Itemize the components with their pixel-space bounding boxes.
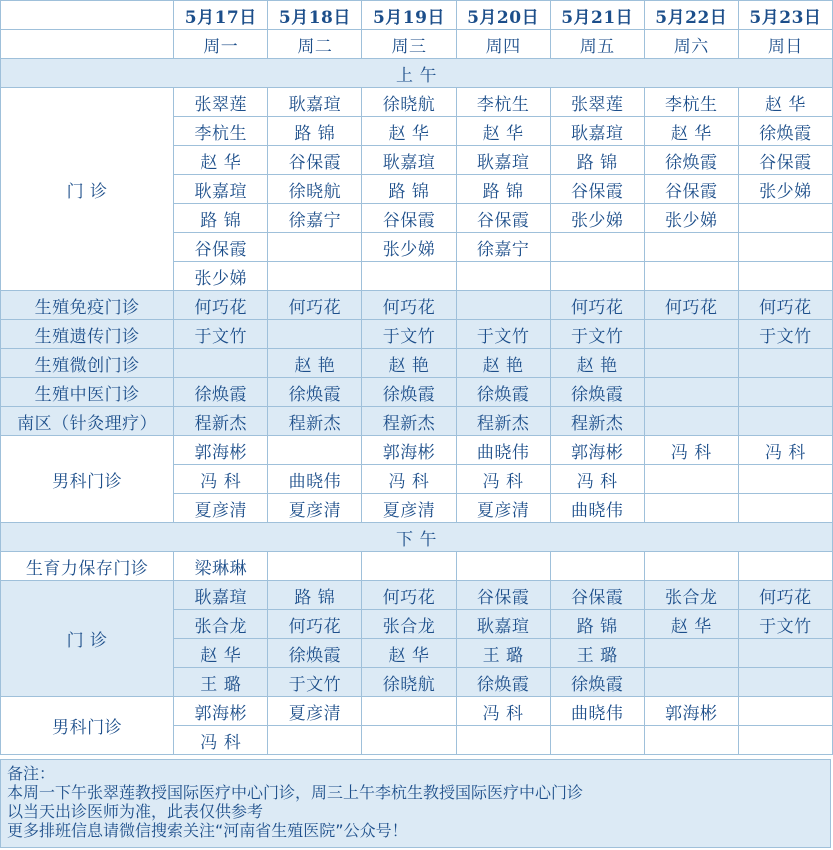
doctor-cell: 路 锦 xyxy=(174,204,268,233)
date-cell: 5月17日 xyxy=(174,1,268,30)
doctor-cell: 路 锦 xyxy=(362,175,456,204)
doctor-cell: 程新杰 xyxy=(550,407,644,436)
doctor-cell: 徐嘉宁 xyxy=(456,233,550,262)
pm-male-clinic-row xyxy=(1,697,833,726)
doctor-cell: 张翠莲 xyxy=(174,88,268,117)
doctor-cell xyxy=(550,552,644,581)
date-row xyxy=(1,1,833,30)
afternoon-title-cell: 下 午 xyxy=(1,523,833,552)
doctor-cell: 于文竹 xyxy=(268,668,362,697)
doctor-cell: 何巧花 xyxy=(644,291,738,320)
doctor-cell xyxy=(268,262,362,291)
fertility-clinic-label: 生育力保存门诊 xyxy=(1,552,174,581)
doctor-cell: 李杭生 xyxy=(644,88,738,117)
doctor-cell: 王 璐 xyxy=(456,639,550,668)
doctor-cell: 赵 华 xyxy=(738,88,832,117)
doctor-cell: 于文竹 xyxy=(456,320,550,349)
doctor-cell: 赵 艳 xyxy=(268,349,362,378)
weekday-cell: 周四 xyxy=(456,30,550,59)
header-corner xyxy=(1,30,174,59)
header-corner xyxy=(1,1,174,30)
doctor-cell: 耿嘉瑄 xyxy=(550,117,644,146)
pm-clinic-label: 门 诊 xyxy=(1,581,174,697)
doctor-cell xyxy=(738,262,832,291)
doctor-cell xyxy=(644,349,738,378)
doctor-cell: 赵 艳 xyxy=(362,349,456,378)
doctor-cell xyxy=(456,262,550,291)
immune-clinic-label: 生殖免疫门诊 xyxy=(1,291,174,320)
doctor-cell: 于文竹 xyxy=(550,320,644,349)
doctor-cell xyxy=(644,320,738,349)
notes-heading: 备注： xyxy=(7,764,56,783)
doctor-cell: 冯 科 xyxy=(362,465,456,494)
doctor-cell: 张合龙 xyxy=(174,610,268,639)
doctor-cell: 何巧花 xyxy=(738,581,832,610)
doctor-cell: 张合龙 xyxy=(362,610,456,639)
doctor-cell xyxy=(738,349,832,378)
doctor-cell: 曲晓伟 xyxy=(550,494,644,523)
morning-title xyxy=(1,59,833,88)
weekday-cell: 周六 xyxy=(644,30,738,59)
doctor-cell: 冯 科 xyxy=(174,465,268,494)
doctor-cell: 冯 科 xyxy=(174,726,268,755)
doctor-cell xyxy=(644,552,738,581)
doctor-cell xyxy=(644,668,738,697)
doctor-cell xyxy=(738,726,832,755)
doctor-cell xyxy=(738,465,832,494)
doctor-cell: 谷保霞 xyxy=(456,581,550,610)
pm-male-clinic-label: 男科门诊 xyxy=(1,697,174,755)
doctor-cell: 谷保霞 xyxy=(738,146,832,175)
doctor-cell: 程新杰 xyxy=(456,407,550,436)
notes-line-2: 以当天出诊医师为准，此表仅供参考 xyxy=(7,802,264,821)
weekday-cell: 周日 xyxy=(738,30,832,59)
doctor-cell: 耿嘉瑄 xyxy=(456,610,550,639)
doctor-cell: 耿嘉瑄 xyxy=(362,146,456,175)
doctor-cell xyxy=(362,726,456,755)
doctor-cell xyxy=(644,233,738,262)
afternoon-title xyxy=(1,523,833,552)
doctor-cell xyxy=(738,378,832,407)
doctor-cell: 曲晓伟 xyxy=(456,436,550,465)
doctor-cell xyxy=(550,262,644,291)
doctor-cell: 徐焕霞 xyxy=(268,378,362,407)
doctor-cell: 程新杰 xyxy=(174,407,268,436)
doctor-cell: 徐焕霞 xyxy=(174,378,268,407)
minimal-clinic-row xyxy=(1,349,833,378)
doctor-cell: 徐晓航 xyxy=(362,88,456,117)
doctor-cell: 徐嘉宁 xyxy=(268,204,362,233)
doctor-cell: 赵 华 xyxy=(174,639,268,668)
doctor-cell: 谷保霞 xyxy=(644,175,738,204)
immune-clinic-row xyxy=(1,291,833,320)
doctor-cell: 路 锦 xyxy=(268,581,362,610)
doctor-cell: 赵 华 xyxy=(644,117,738,146)
doctor-cell xyxy=(644,407,738,436)
doctor-cell: 郭海彬 xyxy=(174,436,268,465)
doctor-cell: 赵 华 xyxy=(456,117,550,146)
doctor-cell: 郭海彬 xyxy=(174,697,268,726)
date-cell: 5月19日 xyxy=(362,1,456,30)
doctor-cell: 张翠莲 xyxy=(550,88,644,117)
doctor-cell xyxy=(174,349,268,378)
doctor-cell: 路 锦 xyxy=(550,610,644,639)
doctor-cell: 赵 华 xyxy=(362,639,456,668)
doctor-cell: 何巧花 xyxy=(268,291,362,320)
doctor-cell xyxy=(738,697,832,726)
tcm-clinic-label: 生殖中医门诊 xyxy=(1,378,174,407)
doctor-cell: 郭海彬 xyxy=(644,697,738,726)
doctor-cell xyxy=(738,668,832,697)
doctor-cell: 何巧花 xyxy=(174,291,268,320)
doctor-cell: 徐焕霞 xyxy=(550,668,644,697)
am-male-clinic-label: 男科门诊 xyxy=(1,436,174,523)
doctor-cell xyxy=(456,726,550,755)
date-cell: 5月23日 xyxy=(738,1,832,30)
weekday-cell: 周二 xyxy=(268,30,362,59)
doctor-cell xyxy=(738,233,832,262)
notes-line-3: 更多排班信息请微信搜索关注“河南省生殖医院”公众号！ xyxy=(7,821,408,840)
south-clinic-label: 南区（针灸理疗） xyxy=(1,407,174,436)
weekday-row xyxy=(1,30,833,59)
doctor-cell: 于文竹 xyxy=(174,320,268,349)
date-cell: 5月21日 xyxy=(550,1,644,30)
doctor-cell: 张少娣 xyxy=(644,204,738,233)
doctor-cell: 张少娣 xyxy=(362,233,456,262)
doctor-cell: 夏彦清 xyxy=(174,494,268,523)
doctor-cell: 于文竹 xyxy=(738,320,832,349)
doctor-cell xyxy=(738,639,832,668)
doctor-cell: 何巧花 xyxy=(362,291,456,320)
doctor-cell: 张少娣 xyxy=(738,175,832,204)
doctor-cell: 徐晓航 xyxy=(268,175,362,204)
weekday-cell: 周五 xyxy=(550,30,644,59)
date-cell: 5月20日 xyxy=(456,1,550,30)
doctor-cell xyxy=(268,320,362,349)
doctor-cell: 耿嘉瑄 xyxy=(174,175,268,204)
doctor-cell: 冯 科 xyxy=(644,436,738,465)
doctor-cell: 于文竹 xyxy=(362,320,456,349)
doctor-cell: 冯 科 xyxy=(456,465,550,494)
notes-line-1: 本周一下午张翠莲教授国际医疗中心门诊，周三上午李杭生教授国际医疗中心门诊 xyxy=(7,783,584,802)
doctor-cell: 路 锦 xyxy=(550,146,644,175)
doctor-cell: 徐焕霞 xyxy=(456,668,550,697)
genetic-clinic-row xyxy=(1,320,833,349)
doctor-cell: 曲晓伟 xyxy=(550,697,644,726)
doctor-cell: 谷保霞 xyxy=(174,233,268,262)
doctor-cell: 夏彦清 xyxy=(362,494,456,523)
doctor-cell: 王 璐 xyxy=(550,639,644,668)
doctor-cell: 徐焕霞 xyxy=(456,378,550,407)
doctor-cell: 徐焕霞 xyxy=(738,117,832,146)
doctor-cell: 徐焕霞 xyxy=(644,146,738,175)
doctor-cell: 王 璐 xyxy=(174,668,268,697)
doctor-cell xyxy=(268,233,362,262)
doctor-cell: 徐焕霞 xyxy=(362,378,456,407)
doctor-cell xyxy=(644,378,738,407)
doctor-cell: 程新杰 xyxy=(362,407,456,436)
doctor-cell xyxy=(362,697,456,726)
doctor-cell: 于文竹 xyxy=(738,610,832,639)
doctor-cell: 何巧花 xyxy=(550,291,644,320)
doctor-cell: 郭海彬 xyxy=(362,436,456,465)
minimal-clinic-label: 生殖微创门诊 xyxy=(1,349,174,378)
doctor-cell: 谷保霞 xyxy=(550,175,644,204)
weekday-cell: 周三 xyxy=(362,30,456,59)
doctor-cell: 徐焕霞 xyxy=(268,639,362,668)
doctor-cell: 李杭生 xyxy=(456,88,550,117)
doctor-cell xyxy=(456,552,550,581)
doctor-cell: 路 锦 xyxy=(268,117,362,146)
doctor-cell xyxy=(644,494,738,523)
tcm-clinic-row xyxy=(1,378,833,407)
notes-box xyxy=(0,759,831,848)
doctor-cell: 耿嘉瑄 xyxy=(174,581,268,610)
doctor-cell: 张少娣 xyxy=(550,204,644,233)
weekday-cell: 周一 xyxy=(174,30,268,59)
doctor-cell: 徐晓航 xyxy=(362,668,456,697)
am-male-clinic-row xyxy=(1,436,833,465)
doctor-cell: 耿嘉瑄 xyxy=(456,146,550,175)
south-clinic-row xyxy=(1,407,833,436)
doctor-cell xyxy=(738,494,832,523)
doctor-cell xyxy=(456,291,550,320)
am-clinic-label: 门 诊 xyxy=(1,88,174,291)
doctor-cell: 赵 华 xyxy=(362,117,456,146)
doctor-cell: 赵 艳 xyxy=(456,349,550,378)
doctor-cell xyxy=(644,465,738,494)
doctor-cell: 曲晓伟 xyxy=(268,465,362,494)
doctor-cell: 梁琳琳 xyxy=(174,552,268,581)
doctor-cell: 何巧花 xyxy=(738,291,832,320)
doctor-cell: 赵 华 xyxy=(174,146,268,175)
doctor-cell: 冯 科 xyxy=(738,436,832,465)
doctor-cell: 谷保霞 xyxy=(456,204,550,233)
doctor-cell: 何巧花 xyxy=(362,581,456,610)
doctor-cell: 赵 华 xyxy=(644,610,738,639)
doctor-cell: 谷保霞 xyxy=(362,204,456,233)
doctor-cell: 赵 艳 xyxy=(550,349,644,378)
doctor-cell: 郭海彬 xyxy=(550,436,644,465)
doctor-cell: 张少娣 xyxy=(174,262,268,291)
doctor-cell xyxy=(644,726,738,755)
doctor-cell: 耿嘉瑄 xyxy=(268,88,362,117)
doctor-cell: 冯 科 xyxy=(456,697,550,726)
doctor-cell: 张合龙 xyxy=(644,581,738,610)
doctor-cell: 夏彦清 xyxy=(268,494,362,523)
morning-title-cell: 上 午 xyxy=(1,59,833,88)
doctor-cell xyxy=(550,726,644,755)
fertility-clinic-row xyxy=(1,552,833,581)
doctor-cell: 李杭生 xyxy=(174,117,268,146)
doctor-cell: 路 锦 xyxy=(456,175,550,204)
doctor-cell: 冯 科 xyxy=(550,465,644,494)
doctor-cell xyxy=(738,552,832,581)
doctor-cell: 夏彦清 xyxy=(456,494,550,523)
doctor-cell xyxy=(644,262,738,291)
doctor-cell: 何巧花 xyxy=(268,610,362,639)
doctor-cell xyxy=(362,262,456,291)
doctor-cell xyxy=(738,204,832,233)
doctor-cell: 夏彦清 xyxy=(268,697,362,726)
doctor-cell xyxy=(644,639,738,668)
pm-clinic-row xyxy=(1,581,833,610)
doctor-cell: 谷保霞 xyxy=(550,581,644,610)
doctor-cell xyxy=(268,436,362,465)
genetic-clinic-label: 生殖遗传门诊 xyxy=(1,320,174,349)
doctor-cell xyxy=(550,233,644,262)
date-cell: 5月18日 xyxy=(268,1,362,30)
doctor-cell: 谷保霞 xyxy=(268,146,362,175)
doctor-cell xyxy=(738,407,832,436)
am-clinic-row xyxy=(1,88,833,117)
doctor-cell: 徐焕霞 xyxy=(550,378,644,407)
doctor-cell xyxy=(268,726,362,755)
doctor-cell xyxy=(268,552,362,581)
doctor-cell: 程新杰 xyxy=(268,407,362,436)
doctor-cell xyxy=(362,552,456,581)
date-cell: 5月22日 xyxy=(644,1,738,30)
